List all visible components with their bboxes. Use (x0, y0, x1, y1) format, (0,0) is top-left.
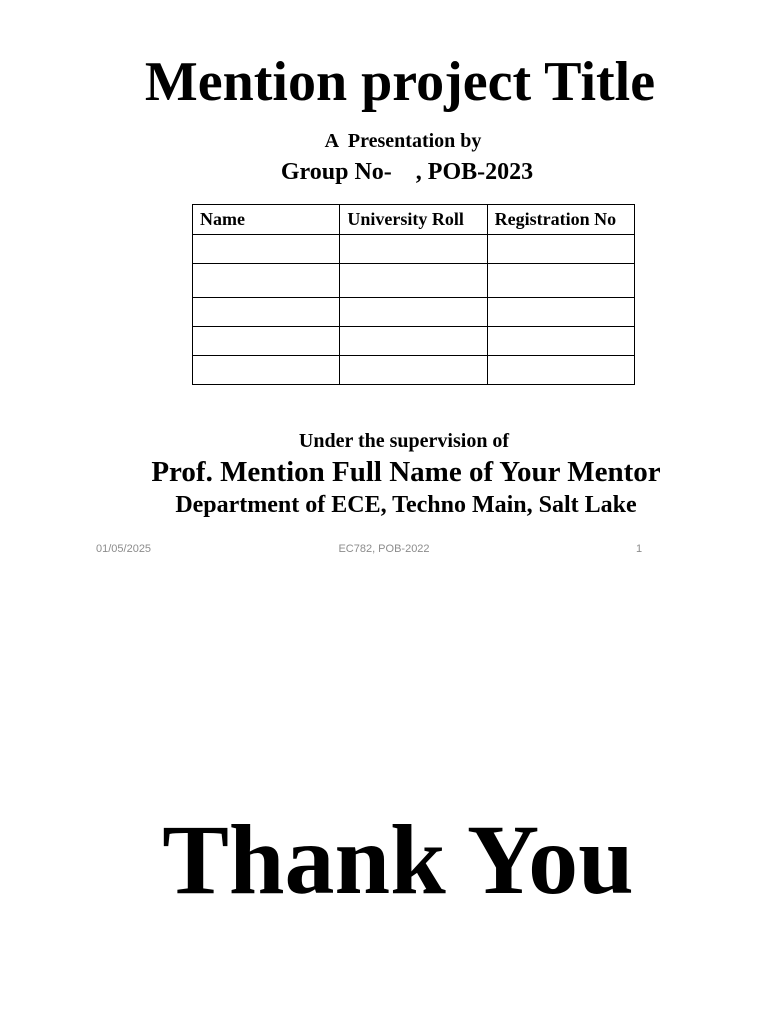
group-number-line: Group No- , POB-2023 (280, 159, 534, 185)
column-header-university-roll: University Roll (340, 205, 487, 235)
footer-page-number: 1 (636, 543, 643, 555)
table-cell (487, 356, 634, 385)
table-cell (487, 235, 634, 264)
table-row (193, 356, 635, 385)
column-header-name: Name (193, 205, 340, 235)
supervision-label: Under the supervision of (298, 430, 510, 452)
table-header-row (193, 205, 635, 235)
table-row (193, 327, 635, 356)
group-members-table (192, 204, 635, 385)
table-cell (193, 264, 340, 298)
table-cell (340, 264, 487, 298)
table-cell (487, 264, 634, 298)
thank-you-heading: Thank You (162, 804, 634, 915)
mentor-name: Prof. Mention Full Name of Your Mentor (151, 456, 661, 488)
table-cell (340, 298, 487, 327)
column-header-registration-no: Registration No (487, 205, 634, 235)
footer-date: 01/05/2025 (96, 543, 152, 555)
table-cell (340, 235, 487, 264)
presentation-by-label: A Presentation by (324, 130, 482, 152)
table-cell (340, 356, 487, 385)
project-title: Mention project Title (144, 51, 656, 113)
table-cell (193, 235, 340, 264)
table-row (193, 298, 635, 327)
table-cell (193, 327, 340, 356)
table-cell (487, 298, 634, 327)
table-cell (487, 327, 634, 356)
table-row (193, 235, 635, 264)
table-row (193, 264, 635, 298)
table-cell (193, 298, 340, 327)
footer-course: EC782, POB-2022 (338, 543, 430, 555)
department-line: Department of ECE, Techno Main, Salt Lake (175, 492, 637, 518)
table-cell (340, 327, 487, 356)
table-cell (193, 356, 340, 385)
